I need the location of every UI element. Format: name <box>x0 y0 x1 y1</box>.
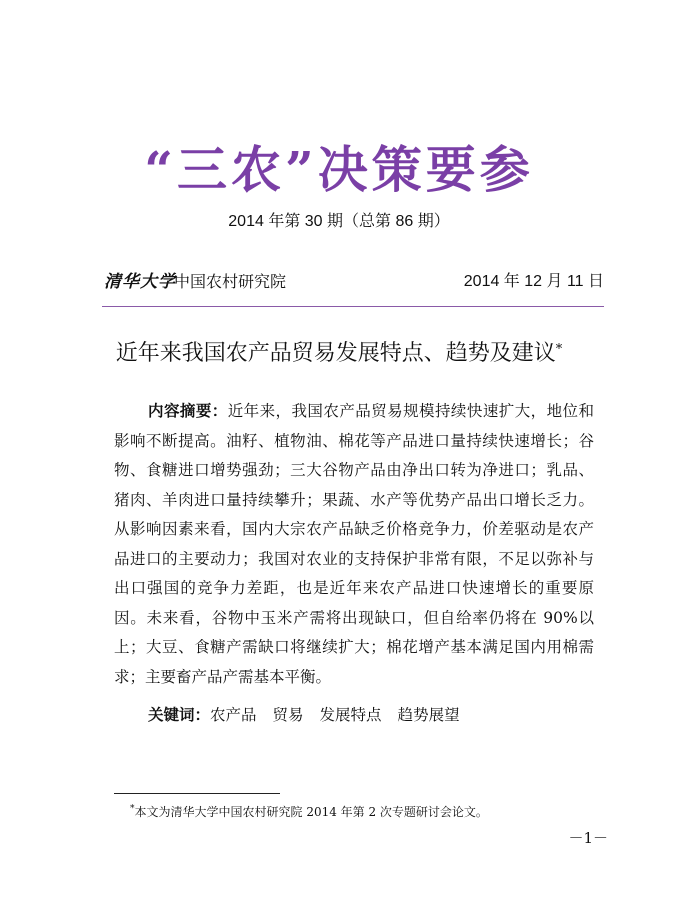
masthead-title: “三农”决策要参 <box>144 140 534 199</box>
institute-name: 中国农村研究院 <box>174 272 287 291</box>
keywords <box>148 703 476 727</box>
footnote-divider <box>114 793 280 794</box>
footnote-marker: * <box>130 804 135 814</box>
abstract <box>114 397 594 692</box>
issue-line: 2014 年第 30 期（总第 86 期） <box>228 213 450 230</box>
footnote <box>130 800 488 821</box>
article-title-text: 近年来我国农产品贸易发展特点、趋势及建议 <box>115 341 556 366</box>
title-footnote-marker: * <box>555 342 563 357</box>
header-divider <box>102 306 604 307</box>
article-title <box>0 339 678 369</box>
keywords-label: 关键词： <box>148 706 211 724</box>
keyword-item: 趋势展望 <box>397 706 460 724</box>
footnote-text: 本文为清华大学中国农村研究院 2014 年第 2 次专题研讨会论文。 <box>134 805 488 819</box>
abstract-label: 内容摘要： <box>148 402 228 420</box>
abstract-text: 近年来，我国农产品贸易规模持续快速扩大，地位和影响不断提高。油籽、植物油、棉花等产品进口量持续快速增长；谷物、食糖进口增势强劲；三大谷物产品由净出口转为净进口；乳品、猪肉、羊肉进口量持续攀升；果蔬、水产等优势产品出口增长乏力。从影响因素来看，国内大宗农产品缺乏价格竞争力，价差驱动是农产品进口的主要动力；我国对农业的支持保护非常有限，不足以弥补与出口强国的竞争力差距，也是近年来农产品进口快速增长的重要原因。未来看，谷物中玉米产需将出现缺口，但自给率仍将在 90%以上；大豆、食糖产需缺口将继续扩大；棉花增产基本满足国内用棉需求；主要畜产品产需基本平衡。 <box>114 402 594 686</box>
page-number: －1－ <box>568 829 608 847</box>
keyword-item: 贸易 <box>272 706 304 724</box>
keyword-item: 农产品 <box>210 706 257 724</box>
publication-date: 2014 年 12 月 11 日 <box>463 273 604 290</box>
university-logo-text: 清华大学 <box>104 272 176 292</box>
keyword-item: 发展特点 <box>319 706 382 724</box>
